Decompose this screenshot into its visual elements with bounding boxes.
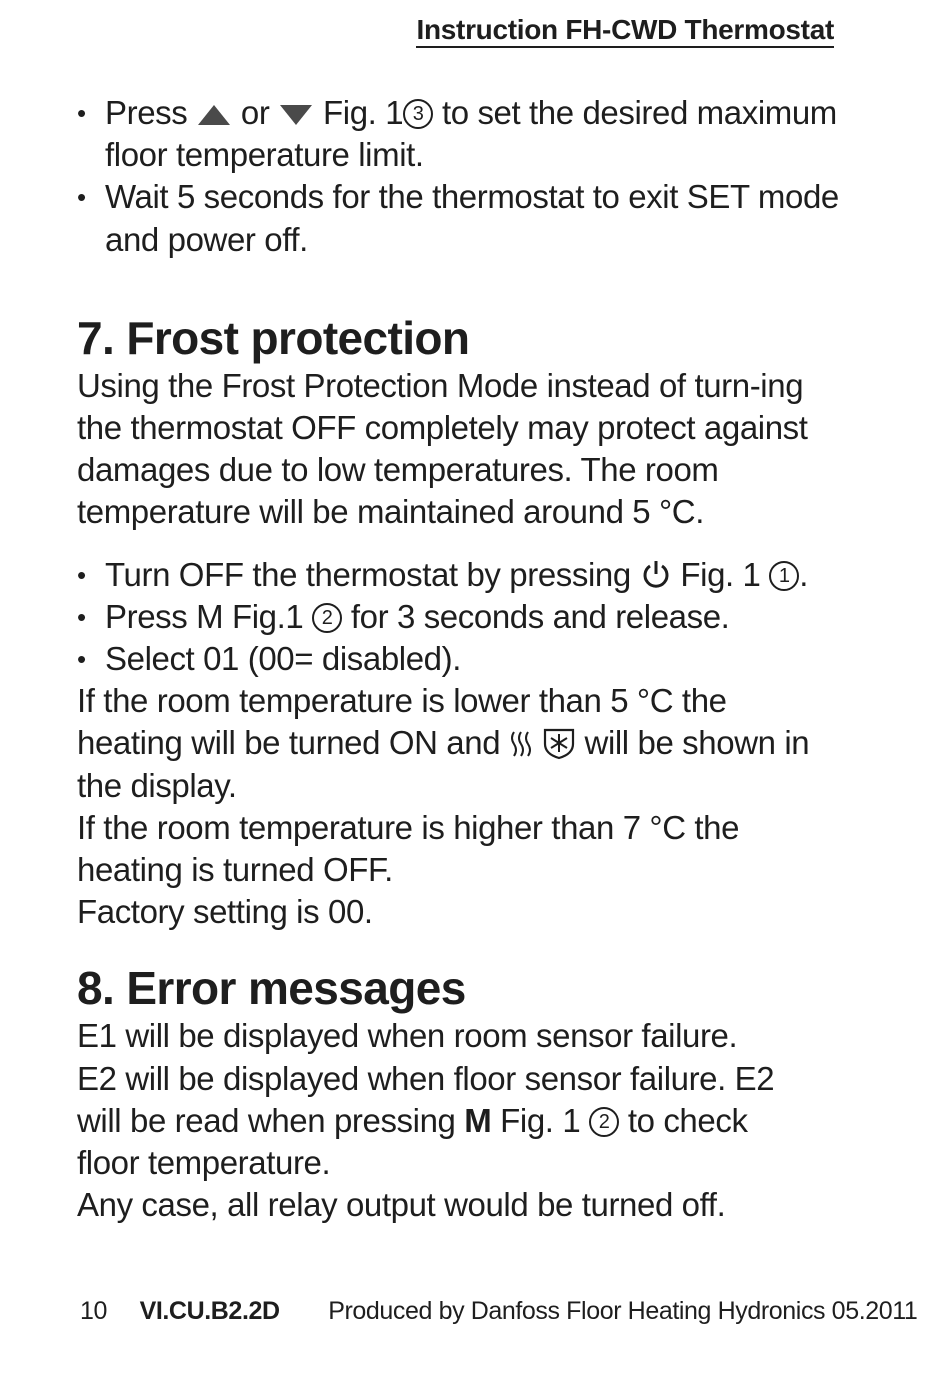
section-8-paragraph-3: Any case, all relay output would be turned off. (77, 1186, 726, 1224)
figure-callout-2: 2 (589, 1107, 619, 1137)
list-item: • Select 01 (00= disabled). (77, 638, 867, 680)
section-7-heading: 7. Frost protection (77, 311, 470, 364)
figure-callout-1: 1 (769, 561, 799, 591)
frost-shield-icon (542, 726, 576, 760)
section-8-heading: 8. Error messages (77, 962, 466, 1015)
section-7-paragraph-4: Factory setting is 00. (77, 893, 373, 931)
producer-line: Produced by Danfoss Floor Heating Hydronics 05.2011 (328, 1297, 918, 1325)
page-number: 10 (80, 1297, 108, 1325)
section-7-paragraph-2: If the room temperature is lower than 5 °C the heating will be turned ON and will be shown in the display. (77, 682, 810, 804)
intro-bullets (77, 92, 867, 261)
figure-callout-2: 2 (312, 603, 342, 633)
power-icon (640, 558, 672, 590)
down-arrow-icon (278, 103, 314, 127)
figure-callout-3: 3 (403, 99, 433, 129)
section-7-paragraph: Using the Frost Protection Mode instead of turn-ing the thermostat OFF completely may protect against damages due to low temperatures. The room temperature will be maintained around 5 °C. (77, 366, 808, 531)
list-item: • Press or Fig. 1 3 to set the desired maximum floor temperature limit. (77, 92, 867, 176)
page-footer (80, 1297, 917, 1326)
page-content (77, 92, 867, 1226)
heating-icon (509, 728, 533, 760)
section-7-bullets (77, 554, 867, 681)
list-item: • Press M Fig.1 2 for 3 seconds and release. (77, 596, 867, 638)
list-item: • Turn OFF the thermostat by pressing Fig. 1 1 . (77, 554, 867, 596)
section-8-paragraph-2: E2 will be displayed when floor sensor failure. E2 will be read when pressing M Fig. 1 2 to check floor temperature. (77, 1059, 775, 1182)
document-code: VI.CU.B2.2D (139, 1297, 280, 1325)
section-7-paragraph-3: If the room temperature is higher than 7 °C the heating is turned OFF. (77, 808, 740, 889)
document-header: Instruction FH-CWD Thermostat (416, 14, 834, 48)
list-item: • Wait 5 seconds for the thermostat to exit SET mode and power off. (77, 176, 867, 260)
up-arrow-icon (196, 103, 232, 127)
section-8-paragraph-1: E1 will be displayed when room sensor failure. (77, 1017, 738, 1055)
